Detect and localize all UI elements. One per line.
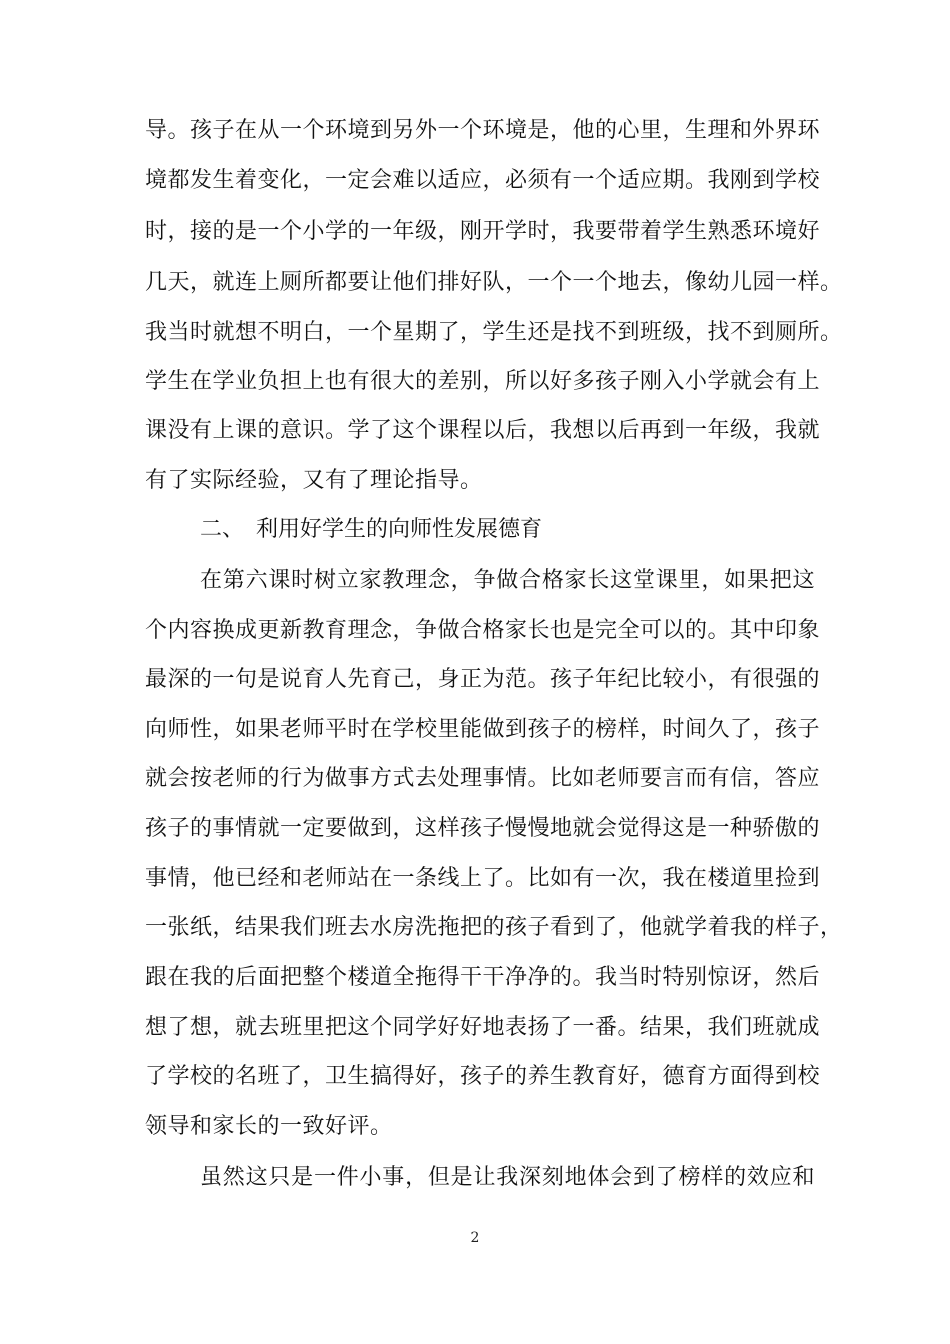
section-heading <box>200 505 542 555</box>
text-line: 个内容换成更新教育理念，争做合格家长也是完全可以的。其中印象 <box>145 618 821 643</box>
text-line: 我当时就想不明白，一个星期了，学生还是找不到班级，找不到厕所。 <box>145 320 843 345</box>
text-line: 了学校的名班了，卫生搞得好，孩子的养生教育好，德育方面得到校 <box>145 1064 821 1089</box>
text-line: 领导和家长的一致好评。 <box>145 1114 393 1139</box>
text-line: 想了想，就去班里把这个同学好好地表扬了一番。结果，我们班就成 <box>145 1015 821 1040</box>
section-number: 二、 <box>200 517 245 542</box>
text-line: 有了实际经验，又有了理论指导。 <box>145 468 483 493</box>
text-line: 跟在我的后面把整个楼道全拖得干干净净的。我当时特别惊讶，然后 <box>145 965 821 990</box>
text-line: 导。孩子在从一个环境到另外一个环境是，他的心里，生理和外界环 <box>145 118 821 143</box>
text-line: 事情，他已经和老师站在一条线上了。比如有一次，我在楼道里捡到 <box>145 866 821 891</box>
text-line: 在第六课时树立家教理念，争做合格家长这堂课里，如果把这 <box>200 568 815 593</box>
text-line: 课没有上课的意识。学了这个课程以后，我想以后再到一年级，我就 <box>145 418 821 443</box>
text-line: 境都发生着变化，一定会难以适应，必须有一个适应期。我刚到学校 <box>145 168 821 193</box>
text-line: 几天，就连上厕所都要让他们排好队，一个一个地去，像幼儿园一样。 <box>145 270 843 295</box>
text-line: 孩子的事情就一定要做到，这样孩子慢慢地就会觉得这是一种骄傲的 <box>145 816 821 841</box>
page-number: 2 <box>470 1230 480 1246</box>
text-line: 向师性，如果老师平时在学校里能做到孩子的榜样，时间久了，孩子 <box>145 717 821 742</box>
text-line: 学生在学业负担上也有很大的差别，所以好多孩子刚入小学就会有上 <box>145 369 821 394</box>
text-line: 虽然这只是一件小事，但是让我深刻地体会到了榜样的效应和 <box>200 1165 815 1190</box>
text-line: 最深的一句是说育人先育己，身正为范。孩子年纪比较小，有很强的 <box>145 667 821 692</box>
section-title: 利用好学生的向师性发展德育 <box>256 517 543 542</box>
text-line: 时，接的是一个小学的一年级，刚开学时，我要带着学生熟悉环境好 <box>145 219 821 244</box>
text-line: 就会按老师的行为做事方式去处理事情。比如老师要言而有信，答应 <box>145 766 821 791</box>
text-line: 一张纸，结果我们班去水房洗拖把的孩子看到了，他就学着我的样子， <box>145 915 843 940</box>
